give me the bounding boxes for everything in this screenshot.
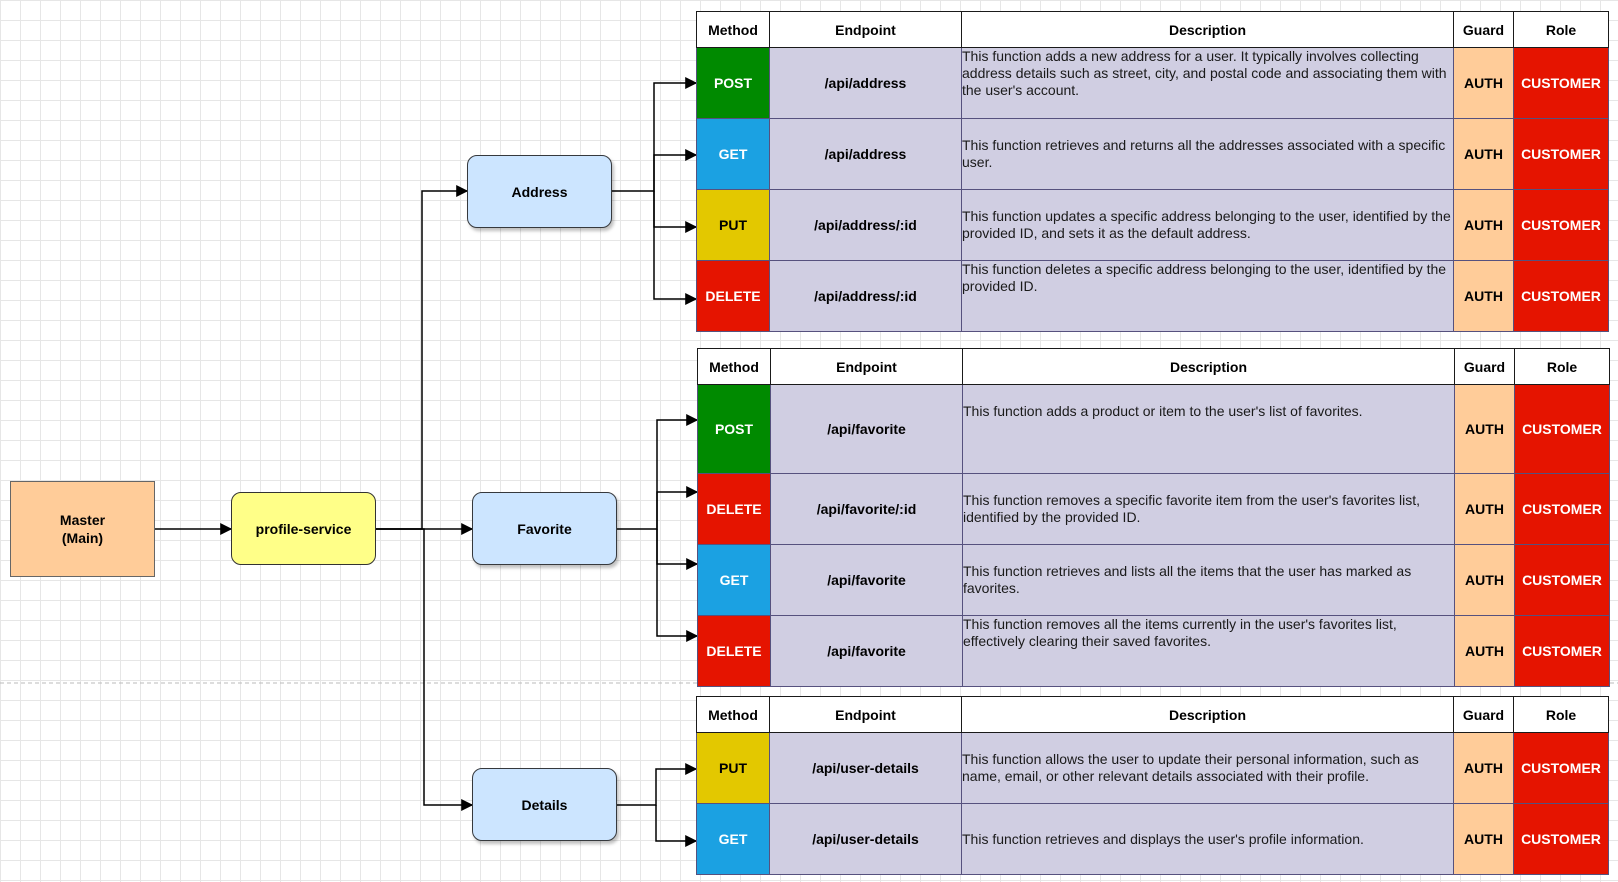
guard-cell: AUTH: [1455, 545, 1515, 616]
details-routes-table: [696, 696, 1609, 875]
guard-cell: AUTH: [1454, 190, 1514, 261]
table-row: [697, 190, 1609, 261]
guard-cell: AUTH: [1454, 48, 1514, 119]
endpoint-cell: /api/favorite: [771, 385, 963, 474]
description-cell: This function deletes a specific address belonging to the user, identified by the provided ID.: [962, 261, 1454, 332]
description-cell: This function removes all the items currently in the user's favorites list, effectively clearing their saved favorites.: [963, 616, 1455, 687]
role-cell: CUSTOMER: [1514, 48, 1609, 119]
method-cell: GET: [697, 119, 770, 190]
table-header-row: [697, 12, 1609, 48]
method-cell: PUT: [697, 733, 770, 804]
method-cell: DELETE: [698, 616, 771, 687]
address-routes-table: [696, 11, 1609, 332]
header-guard: Guard: [1455, 349, 1515, 385]
header-method: Method: [697, 697, 770, 733]
description-cell: This function allows the user to update their personal information, such as name, email, or other relevant details associated with their profile.: [962, 733, 1454, 804]
header-endpoint: Endpoint: [770, 697, 962, 733]
guard-cell: AUTH: [1455, 385, 1515, 474]
endpoint-cell: /api/user-details: [770, 804, 962, 875]
description-cell: This function adds a new address for a user. It typically involves collecting address details such as street, city, and postal code and associating them with the user's account.: [962, 48, 1454, 119]
endpoint-cell: /api/favorite/:id: [771, 474, 963, 545]
edge-service-to-details: [376, 529, 472, 805]
header-role: Role: [1514, 12, 1609, 48]
description-cell: This function adds a product or item to the user's list of favorites.: [963, 385, 1455, 474]
role-cell: CUSTOMER: [1515, 385, 1610, 474]
edge-service-to-address: [376, 191, 467, 529]
header-method: Method: [697, 12, 770, 48]
header-endpoint: Endpoint: [771, 349, 963, 385]
description-cell: This function removes a specific favorite item from the user's favorites list, identified by the provided ID.: [963, 474, 1455, 545]
master-node[interactable]: Master (Main): [10, 481, 155, 577]
table-row: [697, 119, 1609, 190]
header-guard: Guard: [1454, 697, 1514, 733]
endpoint-cell: /api/favorite: [771, 545, 963, 616]
table-row: [697, 804, 1609, 875]
method-cell: POST: [698, 385, 771, 474]
method-cell: GET: [697, 804, 770, 875]
guard-cell: AUTH: [1455, 616, 1515, 687]
role-cell: CUSTOMER: [1515, 545, 1610, 616]
method-cell: DELETE: [698, 474, 771, 545]
endpoint-cell: /api/address: [770, 119, 962, 190]
address-group-node[interactable]: Address: [467, 155, 612, 228]
role-cell: CUSTOMER: [1514, 190, 1609, 261]
table-row: [697, 261, 1609, 332]
method-cell: PUT: [697, 190, 770, 261]
description-cell: This function updates a specific address belonging to the user, identified by the provided ID, and sets it as the default address.: [962, 190, 1454, 261]
header-role: Role: [1514, 697, 1609, 733]
guard-cell: AUTH: [1455, 474, 1515, 545]
header-description: Description: [962, 697, 1454, 733]
endpoint-cell: /api/address/:id: [770, 190, 962, 261]
header-endpoint: Endpoint: [770, 12, 962, 48]
role-cell: CUSTOMER: [1514, 804, 1609, 875]
role-cell: CUSTOMER: [1514, 733, 1609, 804]
edges-details-to-routes: [617, 769, 696, 841]
description-cell: This function retrieves and returns all the addresses associated with a specific user.: [962, 119, 1454, 190]
table-row: [697, 48, 1609, 119]
table-row: [697, 733, 1609, 804]
header-description: Description: [963, 349, 1455, 385]
role-cell: CUSTOMER: [1514, 119, 1609, 190]
profile-service-node[interactable]: profile-service: [231, 492, 376, 565]
method-cell: DELETE: [697, 261, 770, 332]
description-cell: This function retrieves and lists all the items that the user has marked as favorites.: [963, 545, 1455, 616]
role-cell: CUSTOMER: [1515, 616, 1610, 687]
method-cell: GET: [698, 545, 771, 616]
header-role: Role: [1515, 349, 1610, 385]
method-cell: POST: [697, 48, 770, 119]
header-description: Description: [962, 12, 1454, 48]
endpoint-cell: /api/address/:id: [770, 261, 962, 332]
header-method: Method: [698, 349, 771, 385]
description-cell: This function retrieves and displays the user's profile information.: [962, 804, 1454, 875]
role-cell: CUSTOMER: [1514, 261, 1609, 332]
details-group-node[interactable]: Details: [472, 768, 617, 841]
endpoint-cell: /api/user-details: [770, 733, 962, 804]
guard-cell: AUTH: [1454, 733, 1514, 804]
table-row: [698, 545, 1610, 616]
table-row: [698, 474, 1610, 545]
table-header-row: [697, 697, 1609, 733]
favorite-routes-table: [697, 348, 1610, 687]
edges-address-to-routes: [612, 83, 696, 299]
guard-cell: AUTH: [1454, 119, 1514, 190]
guard-cell: AUTH: [1454, 804, 1514, 875]
endpoint-cell: /api/favorite: [771, 616, 963, 687]
table-row: [698, 616, 1610, 687]
edges-favorite-to-routes: [617, 420, 697, 636]
table-row: [698, 385, 1610, 474]
endpoint-cell: /api/address: [770, 48, 962, 119]
favorite-group-node[interactable]: Favorite: [472, 492, 617, 565]
guard-cell: AUTH: [1454, 261, 1514, 332]
table-header-row: [698, 349, 1610, 385]
header-guard: Guard: [1454, 12, 1514, 48]
role-cell: CUSTOMER: [1515, 474, 1610, 545]
